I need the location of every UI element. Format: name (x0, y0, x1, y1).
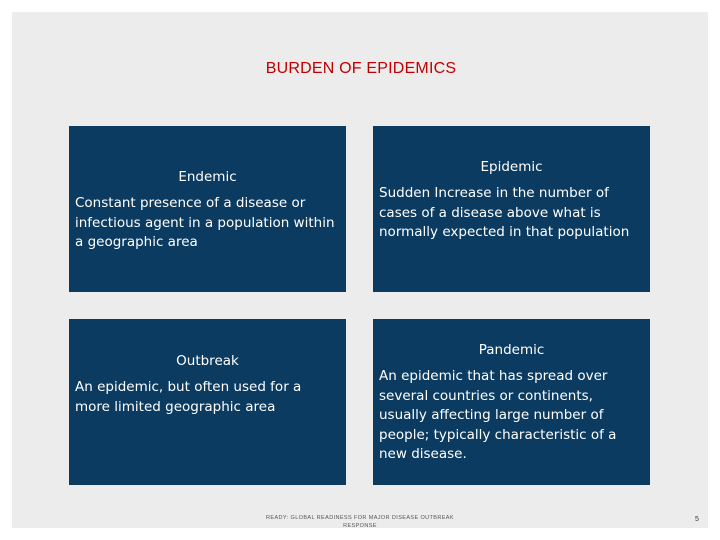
slide-footer: READY: GLOBAL READINESS FOR MAJOR DISEASE OUTBREAK RESPONSE (266, 515, 454, 529)
page-number: 5 (695, 516, 699, 523)
slide-title: BURDEN OF EPIDEMICS (265, 60, 457, 77)
pandemic-heading: Pandemic (478, 342, 545, 358)
epidemic-heading: Epidemic (480, 159, 543, 175)
outbreak-heading: Outbreak (176, 353, 239, 369)
endemic-definition: Constant presence of a disease or infectious agent in a population within a geographic area (75, 195, 335, 250)
epidemic-box (373, 126, 650, 292)
pandemic-box (373, 319, 650, 485)
epidemic-definition: Sudden Increase in the number of cases of a disease above what is normally expected in that population (379, 185, 630, 240)
slide (12, 12, 708, 528)
outbreak-box (69, 319, 346, 485)
outbreak-definition: An epidemic, but often used for a more limited geographic area (75, 379, 302, 415)
endemic-heading: Endemic (178, 169, 237, 185)
pandemic-definition: An epidemic that has spread over several countries or continents, usually affecting large number of people; typically characteristic of a new disease. (379, 368, 617, 462)
endemic-box (69, 126, 346, 292)
